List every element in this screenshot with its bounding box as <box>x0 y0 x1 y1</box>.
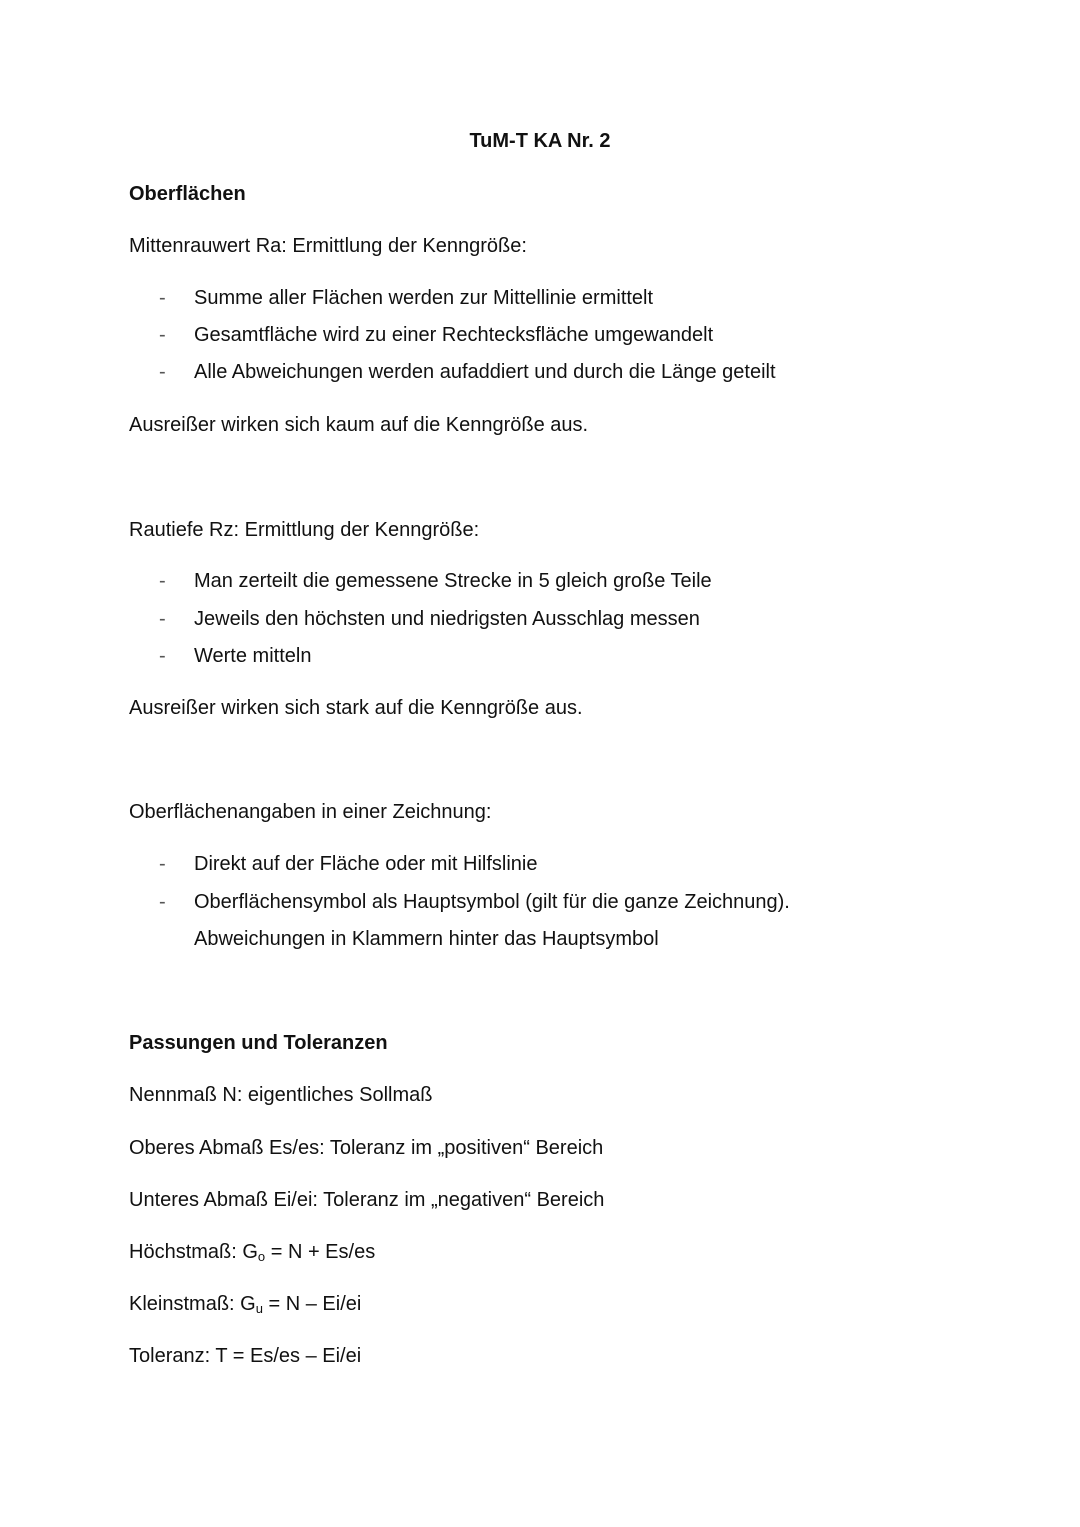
rz-intro: Rautiefe Rz: Ermittlung der Kenngröße: <box>129 519 480 541</box>
bullet-dash: - <box>159 570 166 592</box>
ra-bullet: Alle Abweichungen werden aufaddiert und durch die Länge geteilt <box>194 361 776 383</box>
bullet-dash: - <box>159 891 166 913</box>
section-heading-passungen: Passungen und Toleranzen <box>129 1032 388 1054</box>
kleinstmass-prefix: Kleinstmaß: G <box>129 1293 256 1315</box>
ra-bullet: Summe aller Flächen werden zur Mittellinie ermittelt <box>194 287 654 309</box>
bullet-dash: - <box>159 287 166 309</box>
hoechstmass-prefix: Höchstmaß: G <box>129 1241 258 1263</box>
drawing-intro: Oberflächenangaben in einer Zeichnung: <box>129 801 492 823</box>
kleinstmass-subscript: u <box>255 1301 263 1316</box>
drawing-bullet-continuation: Abweichungen in Klammern hinter das Hauptsymbol <box>194 928 659 950</box>
section-heading-oberflaechen: Oberflächen <box>129 183 246 205</box>
document-title: TuM-T KA Nr. 2 <box>469 130 611 152</box>
bullet-dash: - <box>159 361 166 383</box>
unteres-abmass-line: Unteres Abmaß Ei/ei: Toleranz im „negativen“ Bereich <box>129 1189 605 1211</box>
bullet-dash: - <box>159 608 166 630</box>
drawing-bullet: Oberflächensymbol als Hauptsymbol (gilt für die ganze Zeichnung). <box>194 891 790 913</box>
bullet-dash: - <box>159 645 166 667</box>
rz-bullet: Werte mitteln <box>194 645 312 667</box>
rz-bullet: Jeweils den höchsten und niedrigsten Ausschlag messen <box>194 608 700 630</box>
drawing-bullet: Direkt auf der Fläche oder mit Hilfslinie <box>194 853 538 875</box>
nennmass-line: Nennmaß N: eigentliches Sollmaß <box>129 1084 433 1106</box>
kleinstmass-formula: = N – Ei/ei <box>262 1293 362 1315</box>
toleranz-line: Toleranz: T = Es/es – Ei/ei <box>129 1345 362 1367</box>
ra-conclusion: Ausreißer wirken sich kaum auf die Kenngröße aus. <box>129 414 589 436</box>
rz-bullet: Man zerteilt die gemessene Strecke in 5 gleich große Teile <box>194 570 712 592</box>
oberes-abmass-line: Oberes Abmaß Es/es: Toleranz im „positiven“ Bereich <box>129 1137 604 1159</box>
hoechstmass-formula: = N + Es/es <box>265 1241 376 1263</box>
bullet-dash: - <box>159 853 166 875</box>
kleinstmass-line <box>129 1292 361 1321</box>
ra-intro: Mittenrauwert Ra: Ermittlung der Kenngröße: <box>129 235 527 257</box>
ra-bullet: Gesamtfläche wird zu einer Rechtecksfläche umgewandelt <box>194 324 714 346</box>
hoechstmass-line <box>129 1240 375 1269</box>
bullet-dash: - <box>159 324 166 346</box>
rz-conclusion: Ausreißer wirken sich stark auf die Kenngröße aus. <box>129 697 583 719</box>
hoechstmass-subscript: o <box>257 1249 266 1264</box>
